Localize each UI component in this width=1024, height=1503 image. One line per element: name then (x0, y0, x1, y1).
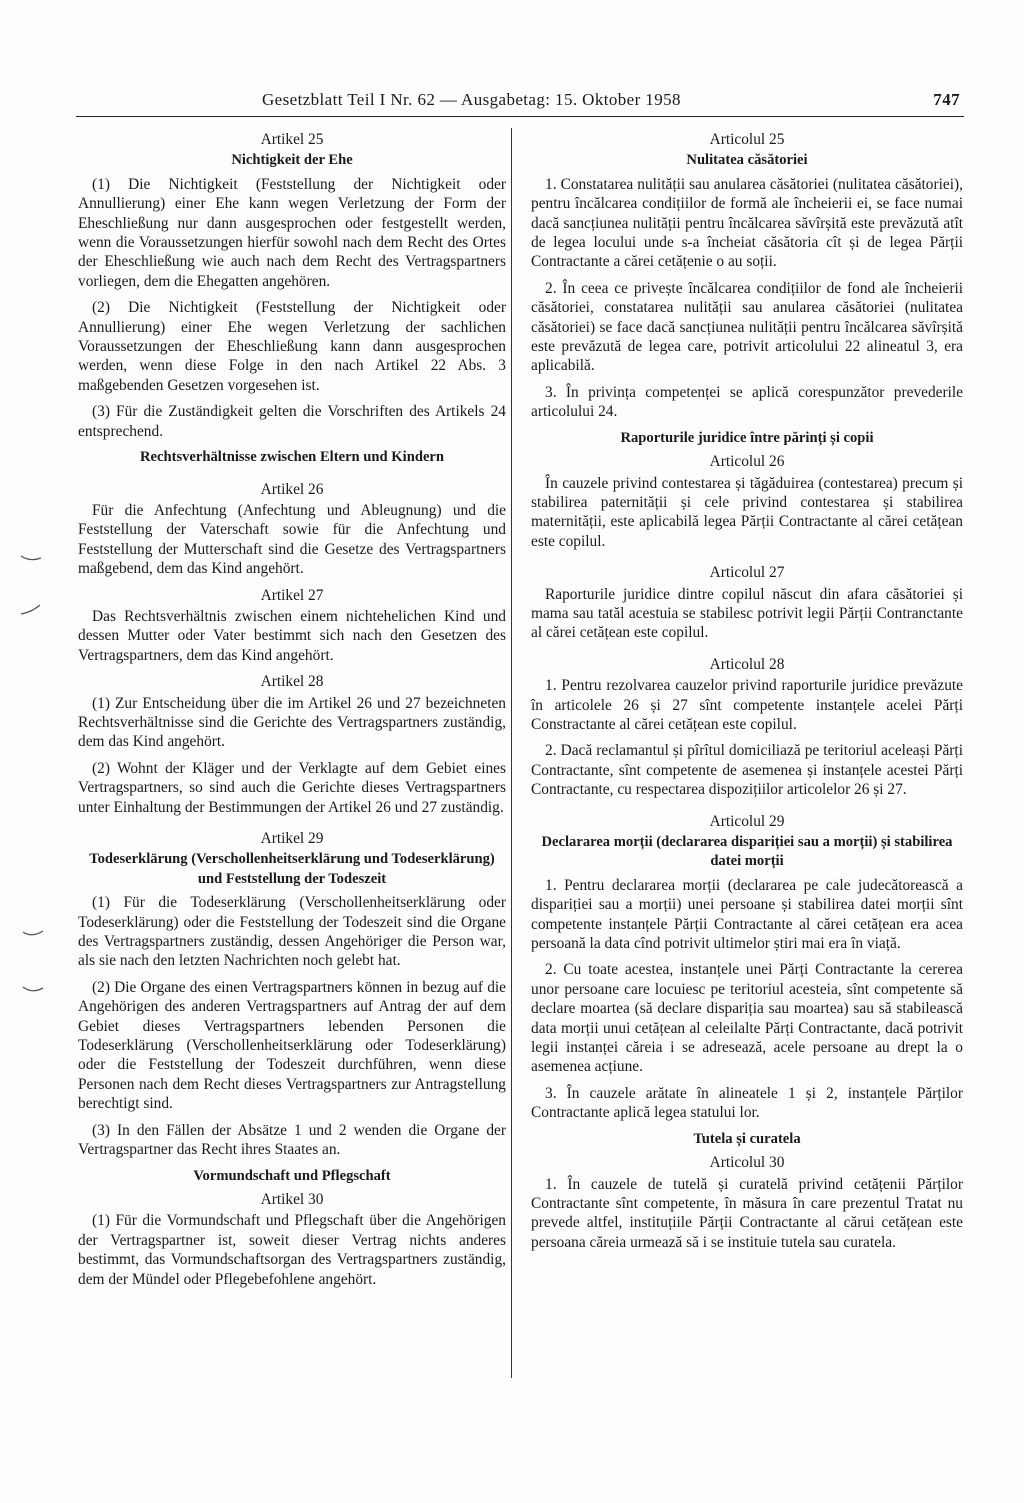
paragraph: (3) Für die Zuständigkeit gelten die Vorschriften des Artikels 24 entsprechend. (78, 403, 506, 440)
gazette-title: Gesetzblatt Teil I Nr. 62 — Ausgabetag: 15. Oktober 1958 (262, 90, 681, 109)
article-heading: Articolul 27 (709, 564, 785, 582)
article-title: Declararea morții (declararea dispariției sau a morții) și stabilirea datei morții (541, 834, 953, 870)
paragraph: 1. Constatarea nulității sau anularea căsătoriei (nulitatea căsătoriei), pentru încălcarea condițiilor de formă ale încheierii ei, se face numai dacă sancțiunea nulității pentru încălcarea săvîrșită este prevăzută atît de legea locului unde s-a încheiat căsătoria cît și de legea Părții Contractante a cărei cetățenie o au soții. (531, 175, 963, 271)
article-heading: Artikel 29 (260, 830, 324, 847)
margin-mark (20, 552, 42, 564)
article-heading: Artikel 27 (260, 586, 324, 604)
paragraph: 2. Cu toate acestea, instanțele unei Părți Contractante la cererea unor persoane care locuiesc pe teritoriul acesteia, sînt competente să declare moartea (să declare dispariția sau moartea) sau să stabilească data morții unui cetățean al celeilalte Părți Contractante, dacă potrivit legii instanței căreia i se adresează, acele persoane au drept la o asemenea acțiune. (531, 961, 963, 1076)
article-heading: Articolul 30 (709, 1154, 785, 1172)
article-title: Nulitatea căsătoriei (686, 152, 808, 169)
article-heading: Articolul 25 (709, 131, 785, 148)
paragraph: 1. Pentru declararea morții (declararea pe cale judecătorească a dispariției sau a morții) unei persoane și stabilirea datei morții sînt competente instanțele Părții Contractante al cărei cetățean era acea persoană la data cînd potrivit ultimelor știri mai era în viață. (531, 876, 963, 953)
section-heading: Raporturile juridice între părinți și copii (620, 429, 874, 446)
paragraph: Das Rechtsverhältnis zwischen einem nichtehelichen Kind und dessen Mutter oder Vater bestimmt sich nach den Gesetzen des Vertragspartners, dem das Kind angehört. (78, 607, 506, 664)
paragraph: (3) In den Fällen der Absätze 1 und 2 wenden die Organe der Vertragspartner das Recht ihres Staates an. (78, 1121, 506, 1159)
page-header (76, 86, 964, 117)
article-heading: Articolul 28 (709, 655, 785, 673)
paragraph: (1) Die Nichtigkeit (Feststellung der Nichtigkeit oder Annullierung) einer Ehe kann wegen Verletzung der Form der Eheschließung nur dann ausgesprochen oder festgestellt werden, wenn die Voraussetzungen hierfür sowohl nach dem Recht des Ortes der Eheschließung wie auch nach dem Recht des Vertragspartners vorliegen, dem die Ehegatten angehören. (78, 175, 506, 290)
german-column (78, 130, 506, 1296)
article-heading: Articolul 29 (709, 812, 785, 830)
paragraph: (2) Wohnt der Kläger und der Verklagte auf dem Gebiet eines Vertragspartners, so sind auch die Gerichte dieses Vertragspartners unter Einhaltung der Bestimmungen der Artikel 26 und 27 zuständig. (78, 759, 506, 816)
paragraph: 2. Dacă reclamantul și pîrîtul domiciliază pe teritoriul aceleași Părți Contractante, sînt competente de asemenea și instanțele acestei Părți Contractante, cu respectarea dispozițiilor articolelor 26 și 27. (531, 742, 963, 799)
paragraph: (2) Die Organe des einen Vertragspartners können in bezug auf die Angehörigen des anderen Vertragspartners auf Antrag der auf dem Gebiet dieses Vertragspartners lebenden Personen die Todeserklärung (Verschollenheitserklärung oder Todeserklärung) oder die Feststellung der Todeszeit durchführen, wenn diese Personen nach dem Recht dieses Vertragspartners zur Antragstellung berechtigt sind. (78, 978, 506, 1113)
article-heading: Artikel 25 (260, 131, 324, 148)
paragraph: 3. În cauzele arătate în alineatele 1 și 2, instanțele Părților Contractante aplică legea statului lor. (531, 1084, 963, 1122)
paragraph: (1) Für die Vormundschaft und Pflegschaft über die Angehörigen der Vertragspartner ist, soweit dieser Vertrag nichts anderes bestimmt, das Vormundschaftsorgan des Vertragspartners zuständig, dem der Mündel oder Pflegebefohlene angehört. (78, 1212, 506, 1288)
article-heading: Articolul 26 (709, 453, 785, 471)
article-heading: Artikel 26 (260, 480, 324, 498)
paragraph: (2) Die Nichtigkeit (Feststellung der Nichtigkeit oder Annullierung) einer Ehe wegen Verletzung der sachlichen Voraussetzungen der Eheschließung kann dann ausgesprochen werden, wenn diese Folge in den nach Artikel 22 Abs. 3 maßgebenden Gesetzen vorgesehen ist. (78, 299, 506, 394)
column-divider (511, 128, 512, 1378)
paragraph: 1. Pentru rezolvarea cauzelor privind raporturile juridice prevăzute în articolele 26 și 27 sînt competente instanțele acelei Părți Constractante al cărei cetățean este copilul. (531, 677, 963, 733)
section-heading: Rechtsverhältnisse zwischen Eltern und Kindern (139, 449, 445, 466)
paragraph: Raporturile juridice dintre copilul născut din afara căsătoriei și mama sau tatăl acestuia se stabilesc potrivit legii Părții Contranctante al cărei cetățean este copilul. (531, 585, 963, 642)
margin-mark (20, 604, 42, 616)
paragraph: În cauzele privind contestarea și tăgăduirea (contestarea) precum și stabilirea paternității și cele privind contestarea și stabilirea maternității, este aplicabilă legea Părții Contractante al cărei cetățean este copilul. (531, 474, 963, 550)
margin-mark (22, 984, 44, 996)
section-heading: Tutela și curatela (693, 1130, 801, 1147)
paragraph: (1) Zur Entscheidung über die im Artikel 26 und 27 bezeichneten Rechtsverhältnisse sind die Gerichte des Vertragspartners zuständig, dem das Kind angehört. (78, 694, 506, 751)
romanian-column (531, 130, 963, 1259)
paragraph: Für die Anfechtung (Anfechtung und Ableugnung) und die Feststellung der Vaterschaft sowie für die Anfechtung und Feststellung der Mutterschaft sind die Gesetze des Vertragspartners maßgebend, dem das Kind angehört. (78, 501, 506, 578)
section-heading: Vormundschaft und Pflegschaft (193, 1167, 391, 1184)
article-heading: Artikel 30 (260, 1190, 324, 1208)
article-title: Todeserklärung (Verschollenheitserklärung und Todeserklärung) und Feststellung der Todeszeit (89, 851, 495, 887)
margin-mark (22, 928, 44, 940)
paragraph: 1. În cauzele de tutelă și curatelă privind cetățenii Părților Contractante sînt competente, în măsura în care prezentul Tratat nu prevede altfel, instituțiile Părții Contractante al cărui cetățean este persoana căreia urmează să i se instituie tutela sau curatela. (531, 1175, 963, 1251)
paragraph: 3. În privința competenței se aplică corespunzător prevederile articolului 24. (531, 383, 963, 421)
article-title: Nichtigkeit der Ehe (231, 152, 353, 169)
page-number: 747 (933, 90, 960, 109)
paragraph: 2. În ceea ce privește încălcarea condițiilor de fond ale încheierii căsătoriei, constatarea nulității sau anularea căsătoriei (nulitatea căsătoriei) se face dacă sancțiunea nulității pentru încălcarea săvîrșită este prevăzută de legea care, potrivit articolului 22 alineatul 3, era aplicabilă. (531, 279, 963, 375)
article-heading: Artikel 28 (260, 673, 324, 691)
paragraph: (1) Für die Todeserklärung (Verschollenheitserklärung oder Todeserklärung) oder die Feststellung der Todeszeit sind die Organe des Vertragspartners zuständig, dessen Angehöriger die Person war, als sie nach den letzten Nachrichten noch gelebt hat. (78, 894, 506, 970)
